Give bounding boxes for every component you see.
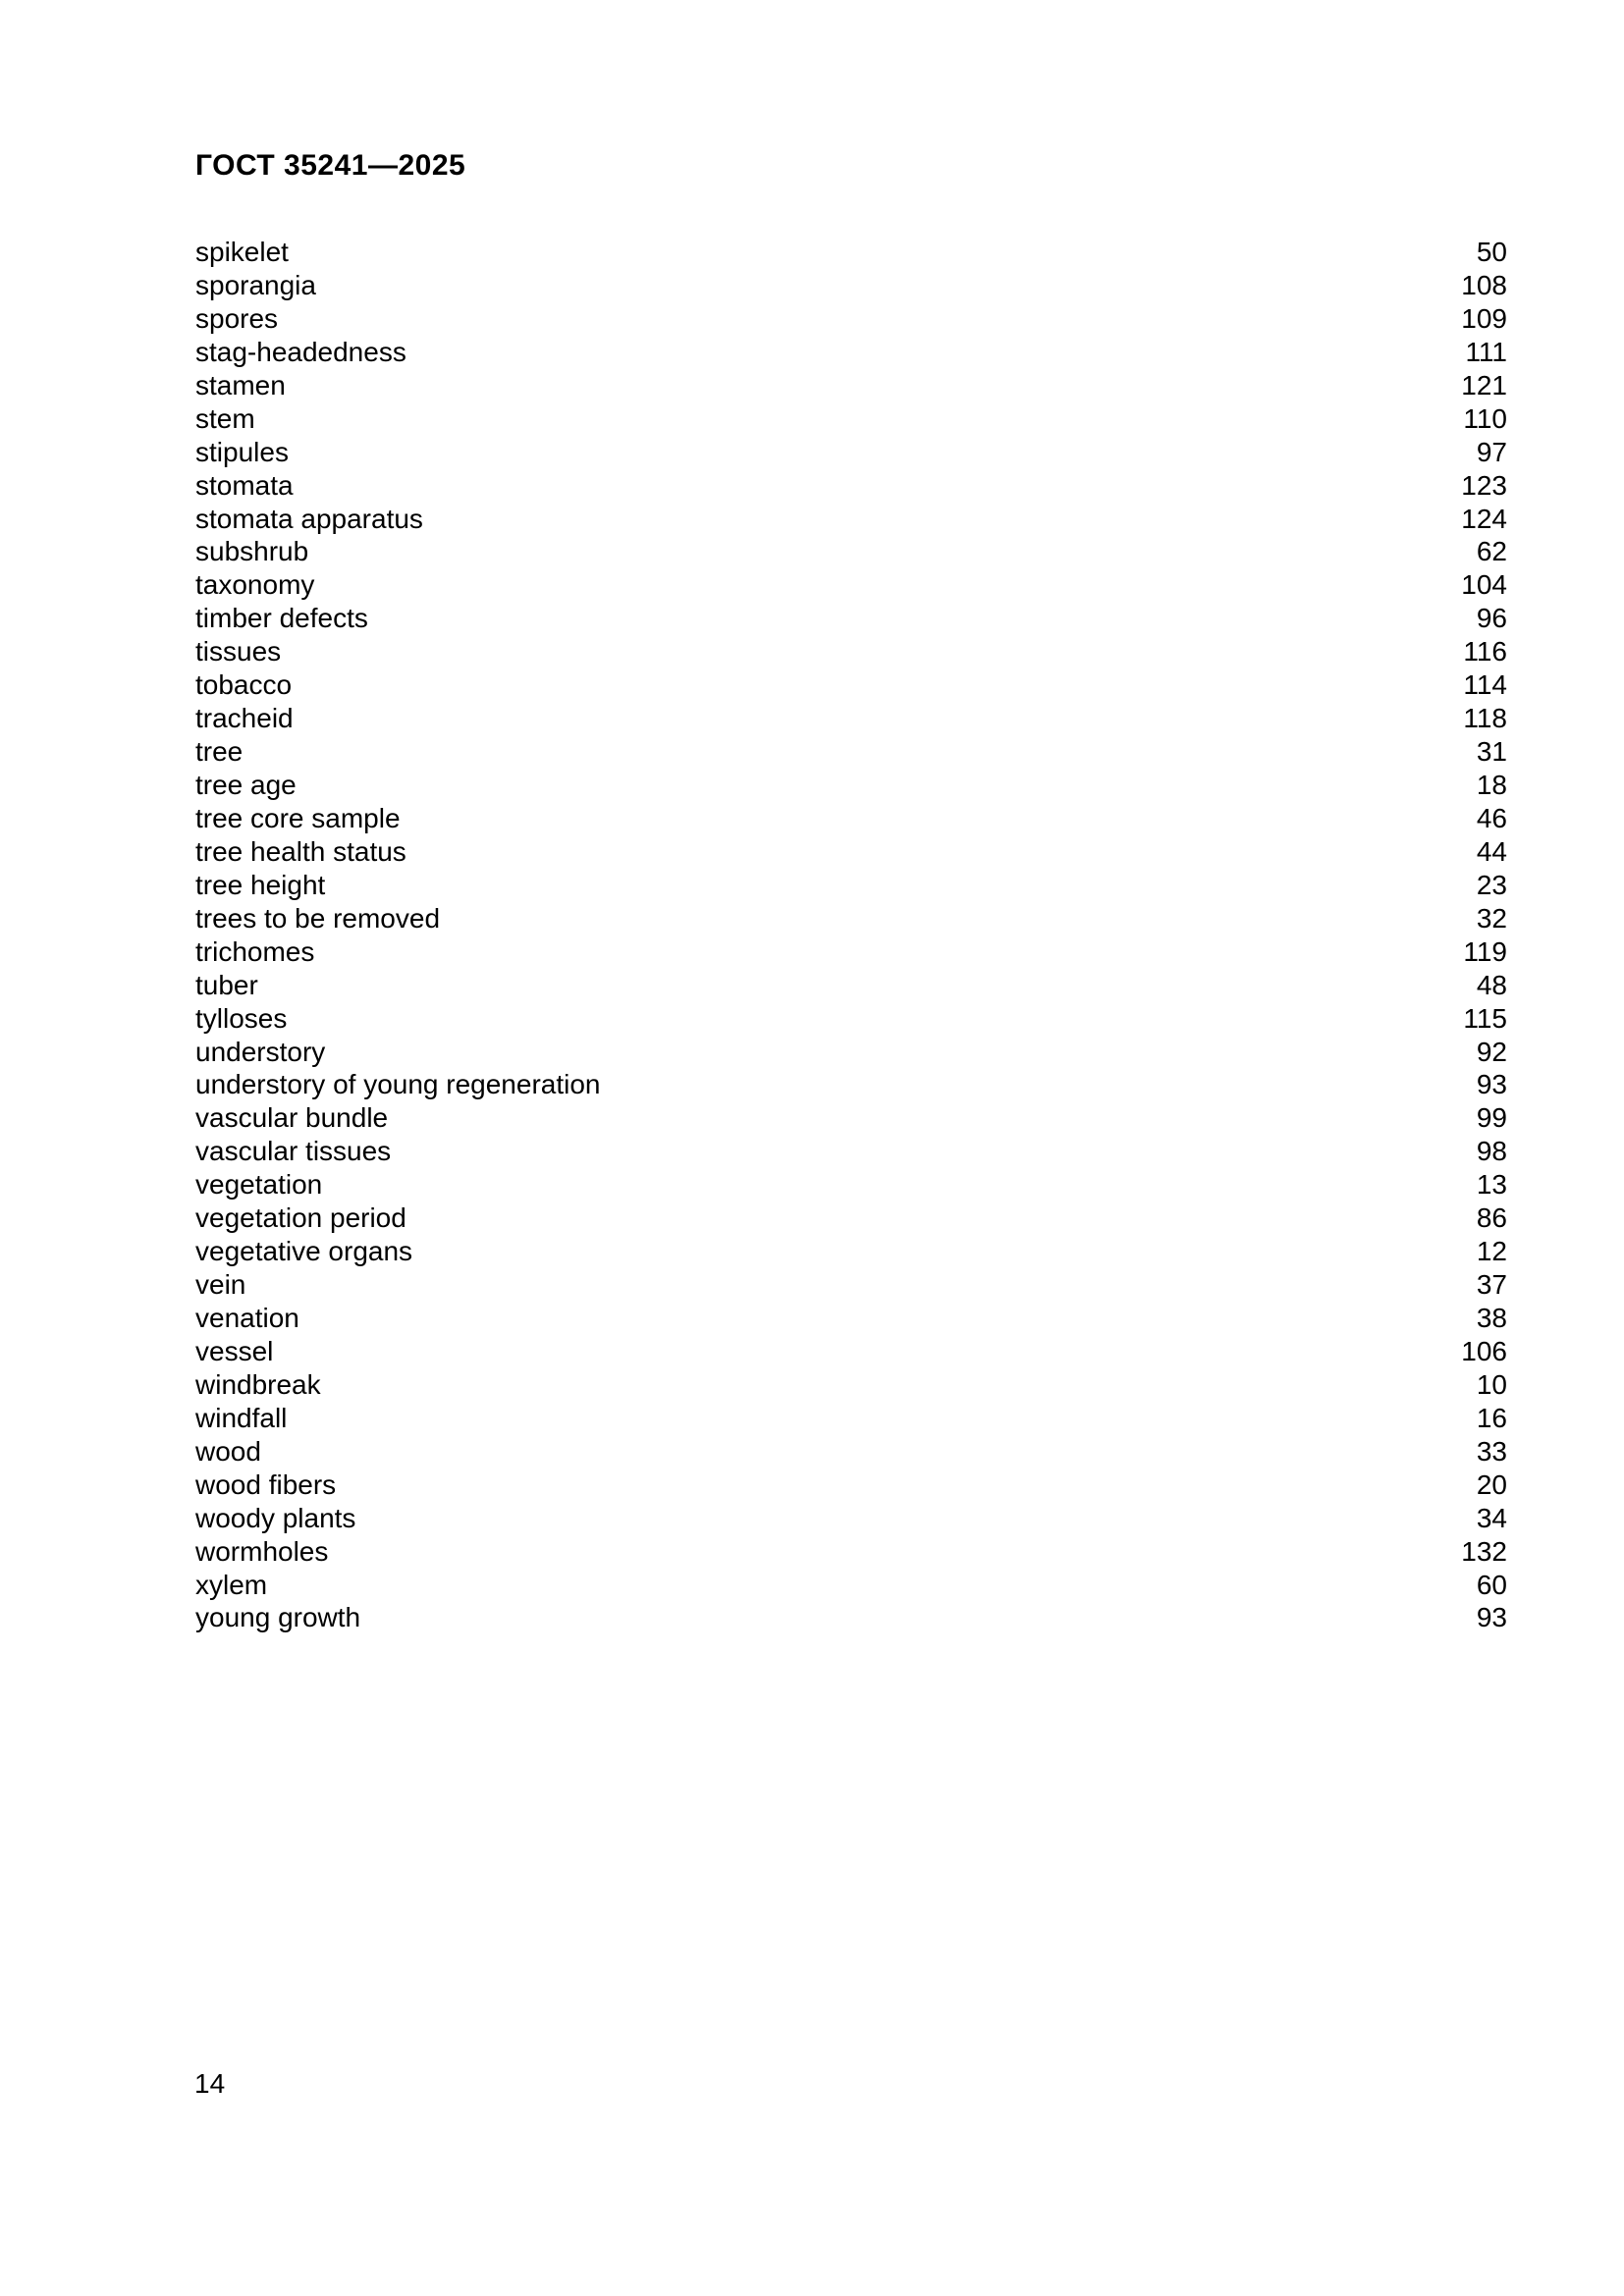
index-row bbox=[195, 1368, 1507, 1402]
index-term: stamen bbox=[195, 369, 286, 400]
index-page-number: 98 bbox=[1476, 1136, 1507, 1167]
index-page-number: 124 bbox=[1461, 503, 1507, 534]
index-row bbox=[195, 668, 1507, 702]
index-row bbox=[195, 236, 1507, 269]
index-row bbox=[195, 1235, 1507, 1268]
index-row bbox=[195, 269, 1507, 302]
index-page-number: 16 bbox=[1476, 1402, 1507, 1433]
index-page-number: 119 bbox=[1463, 935, 1507, 967]
index-term: windfall bbox=[195, 1402, 288, 1433]
index-term: stipules bbox=[195, 436, 289, 467]
index-term: subshrub bbox=[195, 536, 309, 567]
index-page-number: 106 bbox=[1461, 1335, 1507, 1366]
index-term: vessel bbox=[195, 1335, 274, 1366]
index-page-number: 121 bbox=[1461, 369, 1507, 400]
index-row bbox=[195, 568, 1507, 602]
index-row bbox=[195, 369, 1507, 402]
index-page-number: 99 bbox=[1476, 1102, 1507, 1134]
index-row bbox=[195, 1468, 1507, 1502]
index-term: vegetation bbox=[195, 1169, 323, 1201]
index-term: tree height bbox=[195, 869, 326, 900]
document-title: ГОСТ 35241—2025 bbox=[195, 149, 466, 182]
index-row bbox=[195, 336, 1507, 369]
index-page-number: 23 bbox=[1476, 869, 1507, 900]
index-page-number: 13 bbox=[1476, 1169, 1507, 1201]
index-row bbox=[195, 1268, 1507, 1302]
index-row bbox=[195, 935, 1507, 969]
index-term: vascular tissues bbox=[195, 1136, 392, 1167]
index-row bbox=[195, 1502, 1507, 1535]
index-term: wormholes bbox=[195, 1535, 329, 1567]
index-term: sporangia bbox=[195, 269, 316, 300]
index-page-number: 116 bbox=[1463, 636, 1507, 667]
index-row bbox=[195, 1201, 1507, 1235]
index-row bbox=[195, 802, 1507, 835]
index-page-number: 114 bbox=[1463, 669, 1507, 701]
index-row bbox=[195, 1068, 1507, 1101]
index-list bbox=[195, 236, 1507, 1634]
index-row bbox=[195, 1535, 1507, 1569]
index-term: understory of young regeneration bbox=[195, 1069, 601, 1100]
index-page-number: 110 bbox=[1463, 402, 1507, 434]
index-term: tracheid bbox=[195, 703, 294, 734]
index-row bbox=[195, 402, 1507, 436]
index-page-number: 62 bbox=[1476, 536, 1507, 567]
index-row bbox=[195, 969, 1507, 1002]
index-page-number: 118 bbox=[1463, 703, 1507, 734]
index-page-number: 109 bbox=[1461, 302, 1507, 334]
index-page-number: 115 bbox=[1463, 1002, 1507, 1034]
index-term: wood bbox=[195, 1435, 261, 1467]
index-row bbox=[195, 735, 1507, 769]
index-row bbox=[195, 436, 1507, 469]
index-page-number: 48 bbox=[1476, 969, 1507, 1000]
index-term: vegetative organs bbox=[195, 1236, 413, 1267]
index-page-number: 86 bbox=[1476, 1202, 1507, 1234]
index-term: trichomes bbox=[195, 935, 315, 967]
index-term: understory bbox=[195, 1036, 326, 1067]
index-row bbox=[195, 1569, 1507, 1602]
index-term: vegetation period bbox=[195, 1202, 406, 1234]
index-term: stag-headedness bbox=[195, 336, 406, 367]
index-page-number: 96 bbox=[1476, 603, 1507, 634]
index-row bbox=[195, 1402, 1507, 1435]
index-page-number: 92 bbox=[1476, 1036, 1507, 1067]
index-page-number: 50 bbox=[1476, 237, 1507, 267]
index-term: windbreak bbox=[195, 1368, 321, 1400]
index-term: vein bbox=[195, 1269, 246, 1301]
index-term: spikelet bbox=[195, 237, 289, 267]
index-term: venation bbox=[195, 1303, 299, 1333]
index-page-number: 34 bbox=[1476, 1502, 1507, 1533]
index-page-number: 123 bbox=[1461, 469, 1507, 501]
index-term: tree age bbox=[195, 770, 297, 800]
index-term: timber defects bbox=[195, 603, 368, 634]
index-row bbox=[195, 602, 1507, 635]
index-row bbox=[195, 1168, 1507, 1201]
index-row bbox=[195, 1036, 1507, 1069]
index-term: tree core sample bbox=[195, 802, 401, 833]
index-page-number: 32 bbox=[1476, 902, 1507, 934]
index-page-number: 104 bbox=[1461, 569, 1507, 601]
index-row bbox=[195, 1435, 1507, 1468]
index-page-number: 97 bbox=[1476, 436, 1507, 467]
index-term: tobacco bbox=[195, 669, 293, 701]
index-row bbox=[195, 1101, 1507, 1135]
index-row bbox=[195, 869, 1507, 902]
index-term: tuber bbox=[195, 969, 258, 1000]
index-page-number: 31 bbox=[1476, 736, 1507, 768]
index-row bbox=[195, 635, 1507, 668]
index-page-number: 37 bbox=[1476, 1269, 1507, 1301]
index-term: xylem bbox=[195, 1569, 268, 1600]
index-term: stomata bbox=[195, 469, 294, 501]
index-page-number: 20 bbox=[1476, 1468, 1507, 1500]
index-term: stomata apparatus bbox=[195, 503, 423, 534]
index-page-number: 132 bbox=[1461, 1535, 1507, 1567]
index-page-number: 44 bbox=[1476, 835, 1507, 867]
index-row bbox=[195, 1601, 1507, 1634]
index-page-number: 33 bbox=[1476, 1435, 1507, 1467]
index-page-number: 10 bbox=[1476, 1368, 1507, 1400]
index-row bbox=[195, 1335, 1507, 1368]
index-term: tree health status bbox=[195, 835, 406, 867]
index-page-number: 93 bbox=[1476, 1069, 1507, 1100]
index-row bbox=[195, 1002, 1507, 1036]
index-page-number: 93 bbox=[1476, 1602, 1507, 1633]
index-term: taxonomy bbox=[195, 569, 315, 601]
page-number-footer: 14 bbox=[194, 2068, 226, 2099]
index-row bbox=[195, 1135, 1507, 1168]
index-term: tree bbox=[195, 736, 244, 768]
index-term: tylloses bbox=[195, 1002, 288, 1034]
index-page-number: 60 bbox=[1476, 1569, 1507, 1600]
index-term: wood fibers bbox=[195, 1468, 337, 1500]
index-term: spores bbox=[195, 302, 279, 334]
index-page-number: 46 bbox=[1476, 802, 1507, 833]
index-row bbox=[195, 835, 1507, 869]
index-row bbox=[195, 469, 1507, 503]
index-page-number: 108 bbox=[1461, 269, 1507, 300]
index-row bbox=[195, 302, 1507, 336]
index-term: trees to be removed bbox=[195, 902, 441, 934]
index-term: vascular bundle bbox=[195, 1102, 389, 1134]
index-term: tissues bbox=[195, 636, 282, 667]
index-page-number: 111 bbox=[1465, 336, 1507, 367]
index-row bbox=[195, 503, 1507, 536]
index-page-number: 12 bbox=[1476, 1236, 1507, 1267]
index-page-number: 38 bbox=[1476, 1303, 1507, 1333]
index-row bbox=[195, 769, 1507, 802]
index-term: woody plants bbox=[195, 1502, 356, 1533]
index-row bbox=[195, 1302, 1507, 1335]
index-term: young growth bbox=[195, 1602, 361, 1633]
index-row bbox=[195, 702, 1507, 735]
index-term: stem bbox=[195, 402, 255, 434]
index-row bbox=[195, 902, 1507, 935]
index-page-number: 18 bbox=[1476, 770, 1507, 800]
index-row bbox=[195, 535, 1507, 568]
